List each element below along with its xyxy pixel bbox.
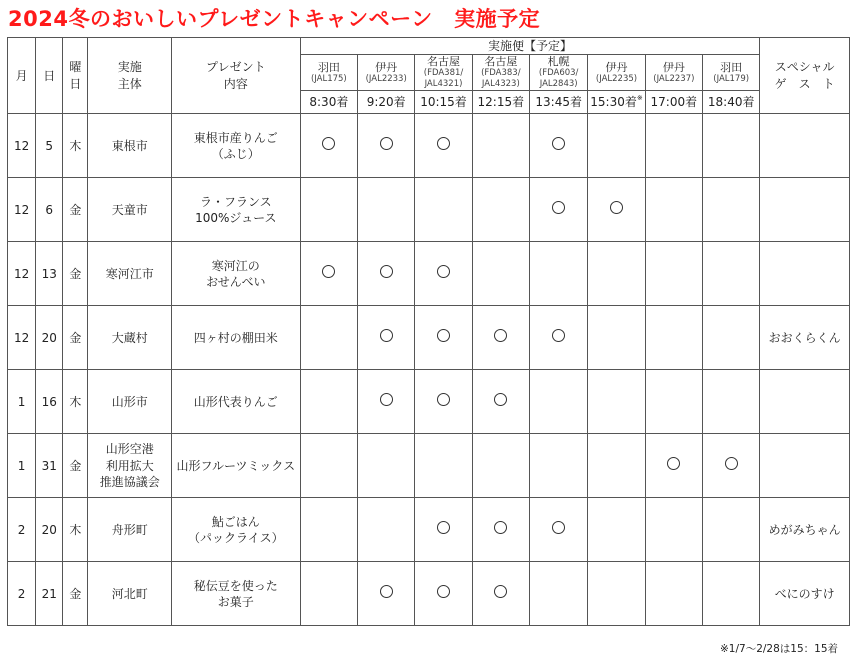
guest-cell — [760, 178, 850, 242]
arrival-time-cell — [588, 91, 645, 114]
flight-city: 伊丹 — [375, 60, 398, 74]
flight-mark-cell — [358, 242, 415, 306]
weekday-cell: 木 — [63, 114, 88, 178]
circle-mark-icon — [380, 585, 393, 598]
flight-mark-cell — [588, 562, 645, 626]
circle-mark-icon — [494, 393, 507, 406]
month-cell: 12 — [8, 306, 36, 370]
weekday-cell: 木 — [63, 370, 88, 434]
circle-mark-icon — [322, 265, 335, 278]
flight-mark-cell — [300, 178, 357, 242]
flight-mark-cell — [300, 370, 357, 434]
flight-mark-cell — [645, 498, 702, 562]
guest-cell — [760, 242, 850, 306]
flight-code: (FDA603/ JAL2843) — [538, 68, 579, 90]
flight-code: (JAL2237) — [653, 73, 695, 84]
circle-mark-icon — [380, 329, 393, 342]
flight-mark-cell — [703, 178, 760, 242]
flight-mark-cell — [588, 434, 645, 498]
present-cell: 秘伝豆を使った お菓子 — [171, 562, 300, 626]
day-cell: 21 — [36, 562, 63, 626]
day-cell: 5 — [36, 114, 63, 178]
circle-mark-icon — [494, 521, 507, 534]
organizer-cell: 河北町 — [88, 562, 171, 626]
month-cell: 12 — [8, 242, 36, 306]
month-cell: 12 — [8, 178, 36, 242]
flight-mark-cell — [358, 114, 415, 178]
flight-header — [703, 55, 760, 91]
table-row — [8, 498, 850, 562]
organizer-cell: 東根市 — [88, 114, 171, 178]
flight-code: (FDA381/ JAL4321) — [423, 68, 464, 90]
guest-cell: べにのすけ — [760, 562, 850, 626]
flight-mark-cell — [358, 562, 415, 626]
arrival-time-cell — [645, 91, 702, 114]
table-row — [8, 434, 850, 498]
present-cell: 山形代表りんご — [171, 370, 300, 434]
circle-mark-icon — [552, 201, 565, 214]
flight-city: 札幌 — [547, 55, 570, 69]
flight-mark-cell — [472, 434, 529, 498]
flight-mark-cell — [415, 242, 472, 306]
flight-mark-cell — [415, 114, 472, 178]
arrival-time-cell — [415, 91, 472, 114]
flight-mark-cell — [588, 242, 645, 306]
arrival-time: 12:15着 — [477, 95, 525, 110]
flight-mark-cell — [588, 370, 645, 434]
flight-mark-cell — [703, 114, 760, 178]
organizer-cell: 大蔵村 — [88, 306, 171, 370]
flight-mark-cell — [588, 306, 645, 370]
flight-mark-cell — [703, 562, 760, 626]
flight-mark-cell — [645, 370, 702, 434]
present-cell: 鮎ごはん （パックライス） — [171, 498, 300, 562]
flight-mark-cell — [703, 306, 760, 370]
flight-mark-cell — [472, 498, 529, 562]
flight-code: (JAL175) — [310, 73, 347, 84]
circle-mark-icon — [494, 329, 507, 342]
flight-city: 名古屋 — [427, 55, 460, 69]
flight-header — [358, 55, 415, 91]
present-cell: ラ・フランス 100%ジュース — [171, 178, 300, 242]
flight-code: (FDA383/ JAL4323) — [481, 68, 521, 90]
flight-mark-cell — [472, 306, 529, 370]
flight-city: 羽田 — [720, 60, 743, 74]
flight-mark-cell — [358, 434, 415, 498]
flight-mark-cell — [472, 242, 529, 306]
circle-mark-icon — [380, 265, 393, 278]
day-cell: 16 — [36, 370, 63, 434]
schedule-body — [8, 114, 850, 626]
arrival-time-cell — [472, 91, 529, 114]
arrival-time-cell — [530, 91, 588, 114]
flight-city: 名古屋 — [484, 55, 518, 69]
table-row — [8, 370, 850, 434]
organizer-cell: 天童市 — [88, 178, 171, 242]
flight-mark-cell — [645, 306, 702, 370]
month-cell: 1 — [8, 434, 36, 498]
day-cell: 31 — [36, 434, 63, 498]
day-cell: 20 — [36, 498, 63, 562]
circle-mark-icon — [380, 137, 393, 150]
day-cell: 6 — [36, 178, 63, 242]
guest-cell — [760, 114, 850, 178]
flight-mark-cell — [415, 562, 472, 626]
page-title: 2024冬のおいしいプレゼントキャンペーン 実施予定 — [8, 7, 541, 31]
flight-mark-cell — [588, 178, 645, 242]
table-row — [8, 114, 850, 178]
header-month: 月 — [8, 38, 36, 114]
flight-mark-cell — [300, 306, 357, 370]
flight-mark-cell — [300, 242, 357, 306]
weekday-cell: 金 — [63, 178, 88, 242]
flight-code: (JAL179) — [713, 73, 750, 84]
arrival-time: 13:45着 — [535, 95, 582, 110]
flight-mark-cell — [530, 434, 588, 498]
flight-mark-cell — [703, 498, 760, 562]
flight-mark-cell — [530, 562, 588, 626]
circle-mark-icon — [610, 201, 623, 214]
flight-mark-cell — [530, 114, 588, 178]
arrival-time-cell — [300, 91, 357, 114]
arrival-time-cell — [703, 91, 760, 114]
table-row — [8, 562, 850, 626]
flight-mark-cell — [300, 434, 357, 498]
month-cell: 12 — [8, 114, 36, 178]
flight-mark-cell — [472, 178, 529, 242]
flight-header — [530, 55, 588, 91]
header-present: プレゼント 内容 — [171, 38, 300, 114]
header-weekday: 曜 日 — [63, 38, 88, 114]
circle-mark-icon — [437, 137, 450, 150]
flight-mark-cell — [415, 178, 472, 242]
header-flights-group: 実施便【予定】 — [300, 38, 760, 55]
table-row — [8, 178, 850, 242]
circle-mark-icon — [552, 521, 565, 534]
flight-header — [415, 55, 472, 91]
flight-mark-cell — [300, 114, 357, 178]
flight-mark-cell — [645, 178, 702, 242]
footnote: ※1/7～2/28は15：15着 — [720, 643, 838, 655]
flight-mark-cell — [703, 434, 760, 498]
circle-mark-icon — [494, 585, 507, 598]
circle-mark-icon — [552, 137, 565, 150]
flight-city: 伊丹 — [605, 60, 628, 74]
present-cell: 山形フルーツミックス — [171, 434, 300, 498]
header-organizer: 実施 主体 — [88, 38, 171, 114]
present-cell: 寒河江の おせんべい — [171, 242, 300, 306]
flight-mark-cell — [588, 114, 645, 178]
flight-mark-cell — [415, 306, 472, 370]
present-cell: 四ヶ村の棚田米 — [171, 306, 300, 370]
flight-mark-cell — [300, 562, 357, 626]
flight-mark-cell — [415, 370, 472, 434]
flight-mark-cell — [645, 434, 702, 498]
circle-mark-icon — [380, 393, 393, 406]
weekday-cell: 金 — [63, 242, 88, 306]
organizer-cell: 寒河江市 — [88, 242, 171, 306]
flight-code: (JAL2235) — [595, 73, 638, 84]
header-day: 日 — [36, 38, 63, 114]
guest-cell: おおくらくん — [760, 306, 850, 370]
flight-city: 羽田 — [317, 60, 340, 74]
flight-mark-cell — [358, 498, 415, 562]
weekday-cell: 金 — [63, 434, 88, 498]
arrival-time: 10:15着 — [420, 95, 467, 110]
weekday-cell: 金 — [63, 562, 88, 626]
flight-mark-cell — [645, 562, 702, 626]
organizer-cell: 山形空港 利用拡大 推進協議会 — [88, 434, 171, 498]
campaign-schedule-table — [7, 37, 850, 626]
circle-mark-icon — [437, 265, 450, 278]
header-guest: スペシャル ゲ ス ト — [760, 38, 850, 114]
arrival-time: 18:40着 — [707, 95, 755, 110]
flight-mark-cell — [530, 370, 588, 434]
flight-code: (JAL2233) — [365, 73, 407, 84]
guest-cell — [760, 434, 850, 498]
month-cell: 1 — [8, 370, 36, 434]
flight-mark-cell — [472, 370, 529, 434]
day-cell: 13 — [36, 242, 63, 306]
circle-mark-icon — [552, 329, 565, 342]
flight-header — [300, 55, 357, 91]
arrival-note-mark: ※ — [636, 94, 643, 103]
flight-mark-cell — [472, 562, 529, 626]
arrival-time: 17:00着 — [650, 95, 698, 110]
weekday-cell: 木 — [63, 498, 88, 562]
weekday-cell: 金 — [63, 306, 88, 370]
flight-mark-cell — [358, 306, 415, 370]
circle-mark-icon — [322, 137, 335, 150]
flight-mark-cell — [530, 306, 588, 370]
organizer-cell: 山形市 — [88, 370, 171, 434]
flight-city: 伊丹 — [662, 60, 685, 74]
flight-header — [645, 55, 702, 91]
circle-mark-icon — [667, 457, 680, 470]
arrival-time-cell — [358, 91, 415, 114]
flight-header — [588, 55, 645, 91]
guest-cell: めがみちゃん — [760, 498, 850, 562]
circle-mark-icon — [725, 457, 738, 470]
arrival-time: 9:20着 — [366, 95, 406, 110]
flight-mark-cell — [415, 434, 472, 498]
present-cell: 東根市産りんご （ふじ） — [171, 114, 300, 178]
arrival-time: 15:30着 — [590, 95, 637, 110]
circle-mark-icon — [437, 521, 450, 534]
table-row — [8, 306, 850, 370]
table-row — [8, 242, 850, 306]
flight-mark-cell — [645, 242, 702, 306]
flight-mark-cell — [358, 370, 415, 434]
flight-header — [472, 55, 529, 91]
flight-mark-cell — [703, 370, 760, 434]
circle-mark-icon — [437, 393, 450, 406]
flight-mark-cell — [530, 178, 588, 242]
flight-mark-cell — [530, 242, 588, 306]
flight-mark-cell — [415, 498, 472, 562]
flight-mark-cell — [530, 498, 588, 562]
flight-mark-cell — [358, 178, 415, 242]
day-cell: 20 — [36, 306, 63, 370]
circle-mark-icon — [437, 329, 450, 342]
arrival-time: 8:30着 — [309, 95, 349, 110]
flight-mark-cell — [645, 114, 702, 178]
flight-mark-cell — [300, 498, 357, 562]
flight-mark-cell — [703, 242, 760, 306]
flight-mark-cell — [472, 114, 529, 178]
organizer-cell: 舟形町 — [88, 498, 171, 562]
circle-mark-icon — [437, 585, 450, 598]
month-cell: 2 — [8, 498, 36, 562]
flight-mark-cell — [588, 498, 645, 562]
month-cell: 2 — [8, 562, 36, 626]
guest-cell — [760, 370, 850, 434]
